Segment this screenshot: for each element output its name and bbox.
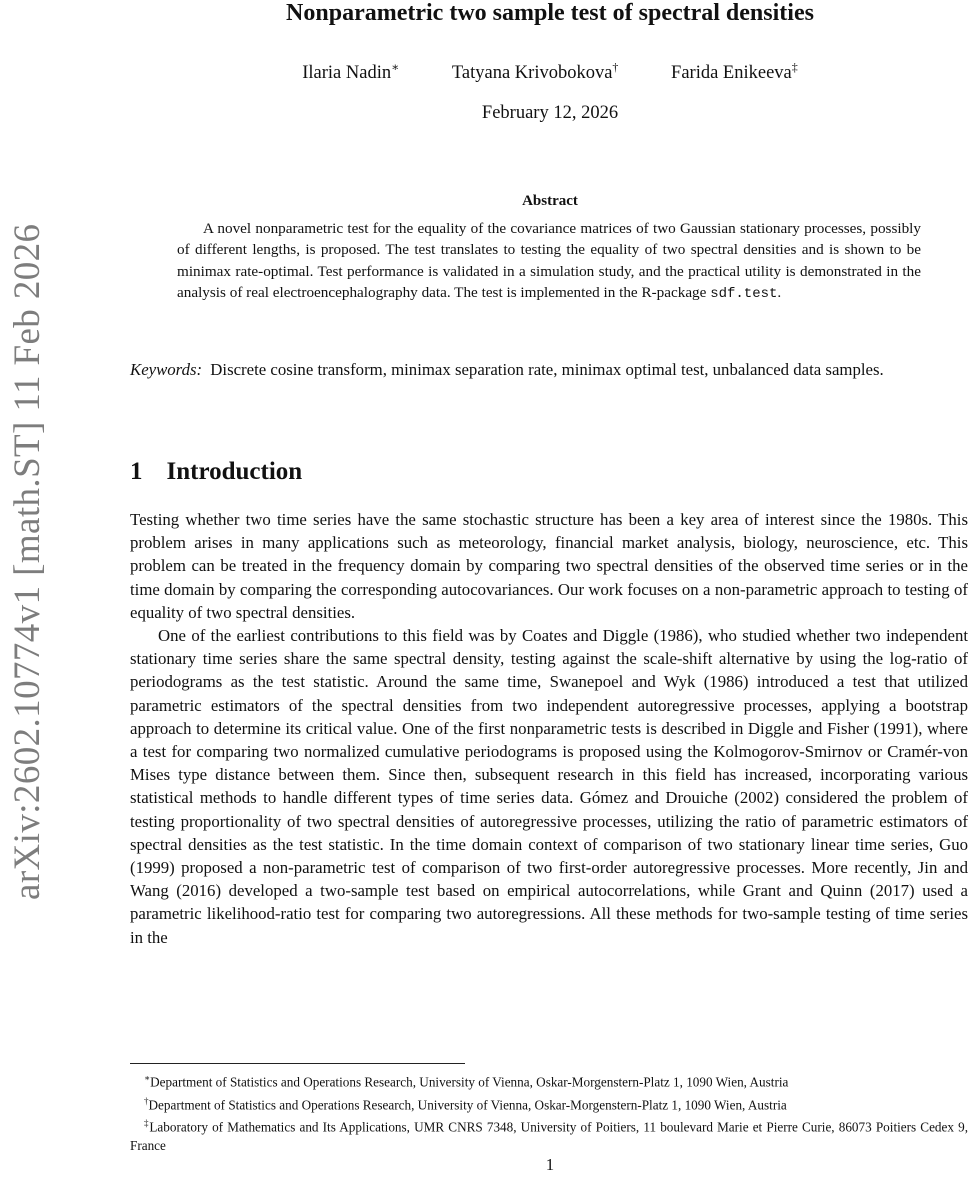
- keywords-text: Discrete cosine transform, minimax separation rate, minimax optimal test, unbalanced data samples.: [210, 360, 884, 379]
- footnotes: [130, 1069, 968, 1155]
- footnote-mark: †: [144, 1095, 149, 1106]
- footnote-text: Department of Statistics and Operations Research, University of Vienna, Oskar-Morgenstern-Platz 1, 1090 Wien, Austria: [150, 1074, 789, 1090]
- abstract-end: .: [777, 284, 782, 302]
- author-footnote-mark: ∗: [391, 60, 400, 74]
- author-footnote-mark: †: [612, 60, 619, 74]
- footnote: [130, 1114, 968, 1155]
- footnote-mark: ‡: [144, 1118, 150, 1129]
- author-1: [302, 60, 400, 84]
- keywords-label: Keywords:: [130, 360, 203, 379]
- abstract-body: [177, 218, 921, 306]
- section-number: 1: [130, 458, 143, 485]
- package-name: sdf.test: [710, 286, 778, 303]
- paragraph: One of the earliest contributions to this field was by Coates and Diggle (1986), who studied whether two independent stationary time series share the same spectral density, testing against the scale-shift alternative by using the log-ratio of periodograms as the test statistic. Around the same time, Swanepoel and Wyk (1986) introduced a test that utilized parametric estimators of the spectral densities from two independent autoregressive processes, applying a bootstrap approach to determine its critical value. One of the first nonparametric tests is described in Diggle and Fisher (1991), where a test for comparing two normalized cumulative periodograms is proposed using the Kolmogorov-Smirnov or Cramér-von Mises type distance between them. Since then, subsequent research in this field has increased, incorporating various statistical methods to handle different types of time series data. Gómez and Drouiche (2002) considered the problem of testing proportionality of two spectral densities of autoregressive processes, utilizing the ratio of parametric estimators of spectral densities as the test statistic. In the time domain context of comparison of two stationary linear time series, Guo (1999) proposed a non-parametric test of comparison of two first-order autoregressive processes. More recently, Jin and Wang (2016) developed a two-sample test based on empirical autocorrelations, while Grant and Quinn (2017) used a parametric likelihood-ratio test for comparing two autoregressions. All these methods for two-sample testing of time series in the: [130, 626, 968, 947]
- author-name: Tatyana Krivobokova: [451, 63, 613, 84]
- footnote-mark: ∗: [144, 1073, 151, 1083]
- section-title: Introduction: [166, 458, 303, 485]
- footnote: [130, 1092, 968, 1115]
- abstract-text: A novel nonparametric test for the equality of the covariance matrices of two Gaussian stationary processes, possibly of different lengths, is proposed. The test translates to testing the equality of two spectral densities and is shown to be minimax rate-optimal. Test performance is validated in a simulation study, and the practical utility is demonstrated in the analysis of real electroencephalography data. The test is implemented in the R-package: [177, 220, 921, 302]
- author-2: [451, 60, 619, 84]
- footnote-divider: [130, 1063, 465, 1064]
- keywords: [130, 358, 970, 381]
- page-number: 1: [545, 1155, 555, 1174]
- author-3: [671, 60, 798, 84]
- paragraph: Testing whether two time series have the same stochastic structure has been a key area of interest since the 1980s. This problem arises in many applications such as meteorology, financial market analysis, biology, neuroscience, etc. This problem can be treated in the frequency domain by comparing two spectral densities of the observed time series or in the time domain by comparing the corresponding autocovariances. Our work focuses on a non-parametric approach to testing of equality of two spectral densities.: [130, 510, 968, 622]
- author-name: Farida Enikeeva: [671, 63, 792, 84]
- paper-date: February 12, 2026: [481, 103, 619, 123]
- section-heading-introduction: [130, 458, 302, 486]
- introduction-body: [130, 508, 968, 949]
- author-list: [130, 60, 970, 84]
- author-footnote-mark: ‡: [791, 60, 798, 74]
- author-name: Ilaria Nadin: [302, 63, 392, 84]
- arxiv-identifier-stamp: arXiv:2602.10774v1 [math.ST] 11 Feb 2026: [7, 223, 48, 900]
- paper-title: Nonparametric two sample test of spectral densities: [286, 0, 814, 26]
- footnote: [130, 1069, 968, 1092]
- footnote-text: Department of Statistics and Operations Research, University of Vienna, Oskar-Morgenstern-Platz 1, 1090 Wien, Austria: [148, 1096, 787, 1112]
- footnote-text: Laboratory of Mathematics and Its Applications, UMR CNRS 7348, University of Poitiers, 11 boulevard Marie et Pierre Curie, 86073 Poitiers Cedex 9, France: [130, 1119, 969, 1153]
- abstract-heading: Abstract: [522, 193, 578, 209]
